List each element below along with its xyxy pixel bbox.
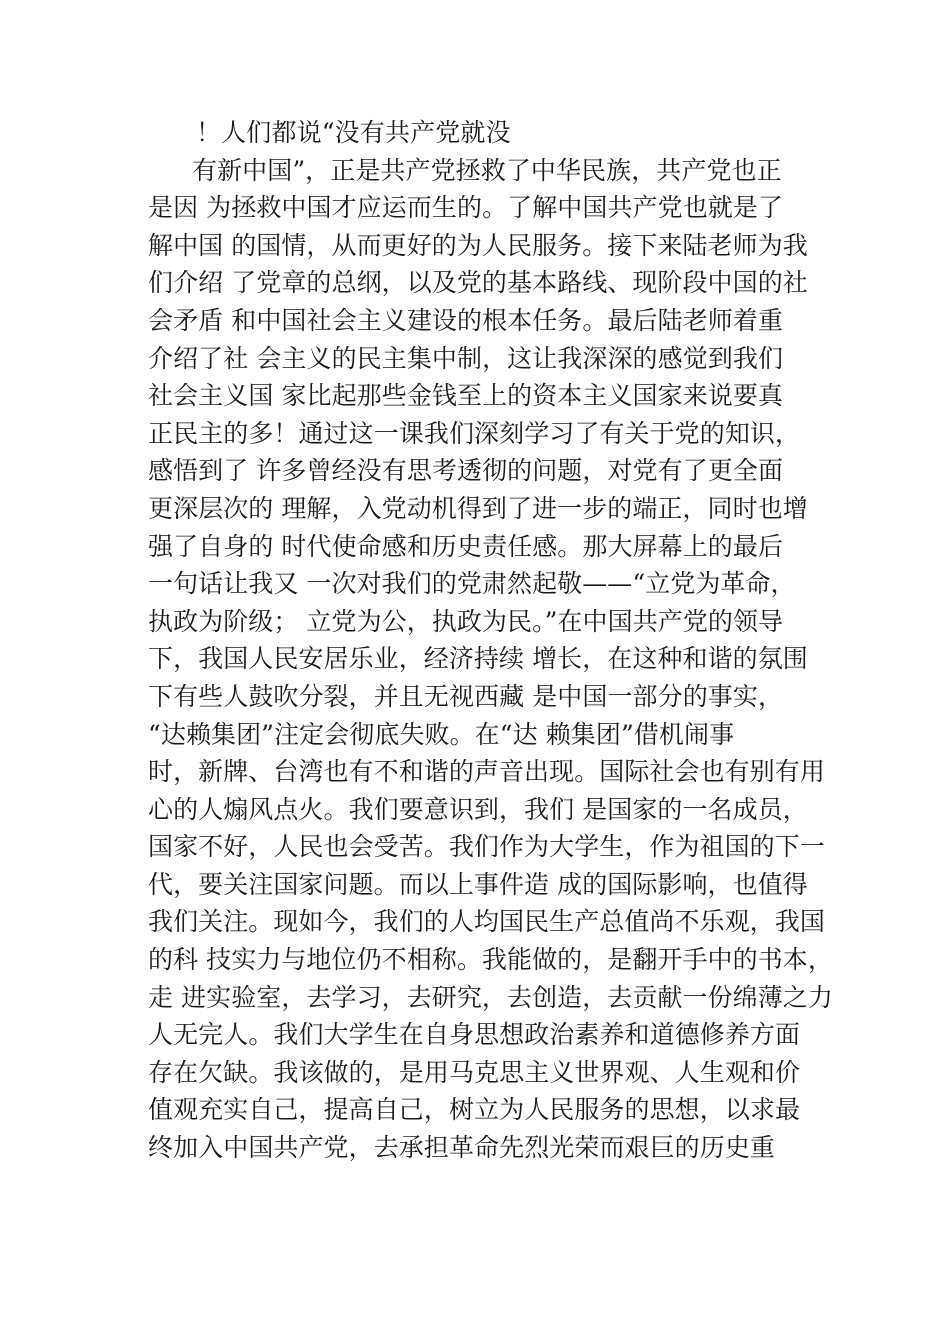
text-line: 社会主义国 家比起那些金钱至上的资本主义国家来说要真 [148, 381, 784, 411]
text-line: 们介绍 了党章的总纲，以及党的基本路线、现阶段中国的社 [148, 268, 808, 298]
text-line: 下，我国人民安居乐业，经济持续 增长，在这种和谐的氛围 [148, 644, 808, 674]
text-line: 代，要关注国家问题。而以上事件造 成的国际影响，也值得 [148, 869, 808, 899]
text-line: 的科 技实力与地位仍不相称。我能做的，是翻开手中的书本， [148, 945, 833, 975]
text-line: “达赖集团”注定会彻底失败。在“达 赖集团”借机闹事 [148, 719, 735, 749]
text-line: 介绍了社 会主义的民主集中制，这让我深深的感觉到我们 [148, 343, 784, 373]
text-line: 时，新牌、台湾也有不和谐的声音出现。国际社会也有别有用 [148, 757, 825, 787]
text-line: 人无完人。我们大学生在自身思想政治素养和道德修养方面 [148, 1020, 801, 1050]
text-line: 心的人煽风点火。我们要意识到，我们 是国家的一名成员， [148, 794, 808, 824]
text-line: 一句话让我又 一次对我们的党肃然起敬——“立党为革命， [148, 569, 796, 599]
text-line: ！人们都说“没有共产党就没 [196, 118, 511, 147]
text-line: 下有些人鼓吹分裂，并且无视西藏 是中国一部分的事实， [148, 681, 784, 711]
text-line: 有新中国”，正是共产党拯救了中华民族，共产党也正 [192, 155, 782, 185]
text-line: 终加入中国共产党，去承担革命先烈光荣而艰巨的历史重 [148, 1133, 776, 1163]
text-line: 是因 为拯救中国才应运而生的。了解中国共产党也就是了 [148, 193, 784, 223]
text-line: 更深层次的 理解，入党动机得到了进一步的端正，同时也增 [148, 493, 808, 523]
text-line: 值观充实自己，提高自己，树立为人民服务的思想，以求最 [148, 1095, 801, 1125]
text-line: 会矛盾 和中国社会主义建设的根本任务。最后陆老师着重 [148, 305, 784, 335]
text-line: 解中国 的国情，从而更好的为人民服务。接下来陆老师为我 [148, 230, 808, 260]
text-line: 感悟到了 许多曾经没有思考透彻的问题，对党有了更全面 [148, 456, 784, 486]
text-line: 执政为阶级； 立党为公，执政为民。”在中国共产党的领导 [148, 606, 784, 636]
text-line: 强了自身的 时代使命感和历史责任感。那大屏幕上的最后 [148, 531, 784, 561]
text-line: 走 进实验室，去学习，去研究，去创造，去贡献一份绵薄之力 [148, 982, 833, 1012]
text-line: 正民主的多！通过这一课我们深刻学习了有关于党的知识， [148, 418, 801, 448]
text-line: 我们关注。现如今，我们的人均国民生产总值尚不乐观，我国 [148, 907, 825, 937]
text-line: 国家不好，人民也会受苦。我们作为大学生，作为祖国的下一 [148, 832, 825, 862]
body-text [148, 114, 838, 1167]
text-line: 存在欠缺。我该做的，是用马克思主义世界观、人生观和价 [148, 1057, 801, 1087]
